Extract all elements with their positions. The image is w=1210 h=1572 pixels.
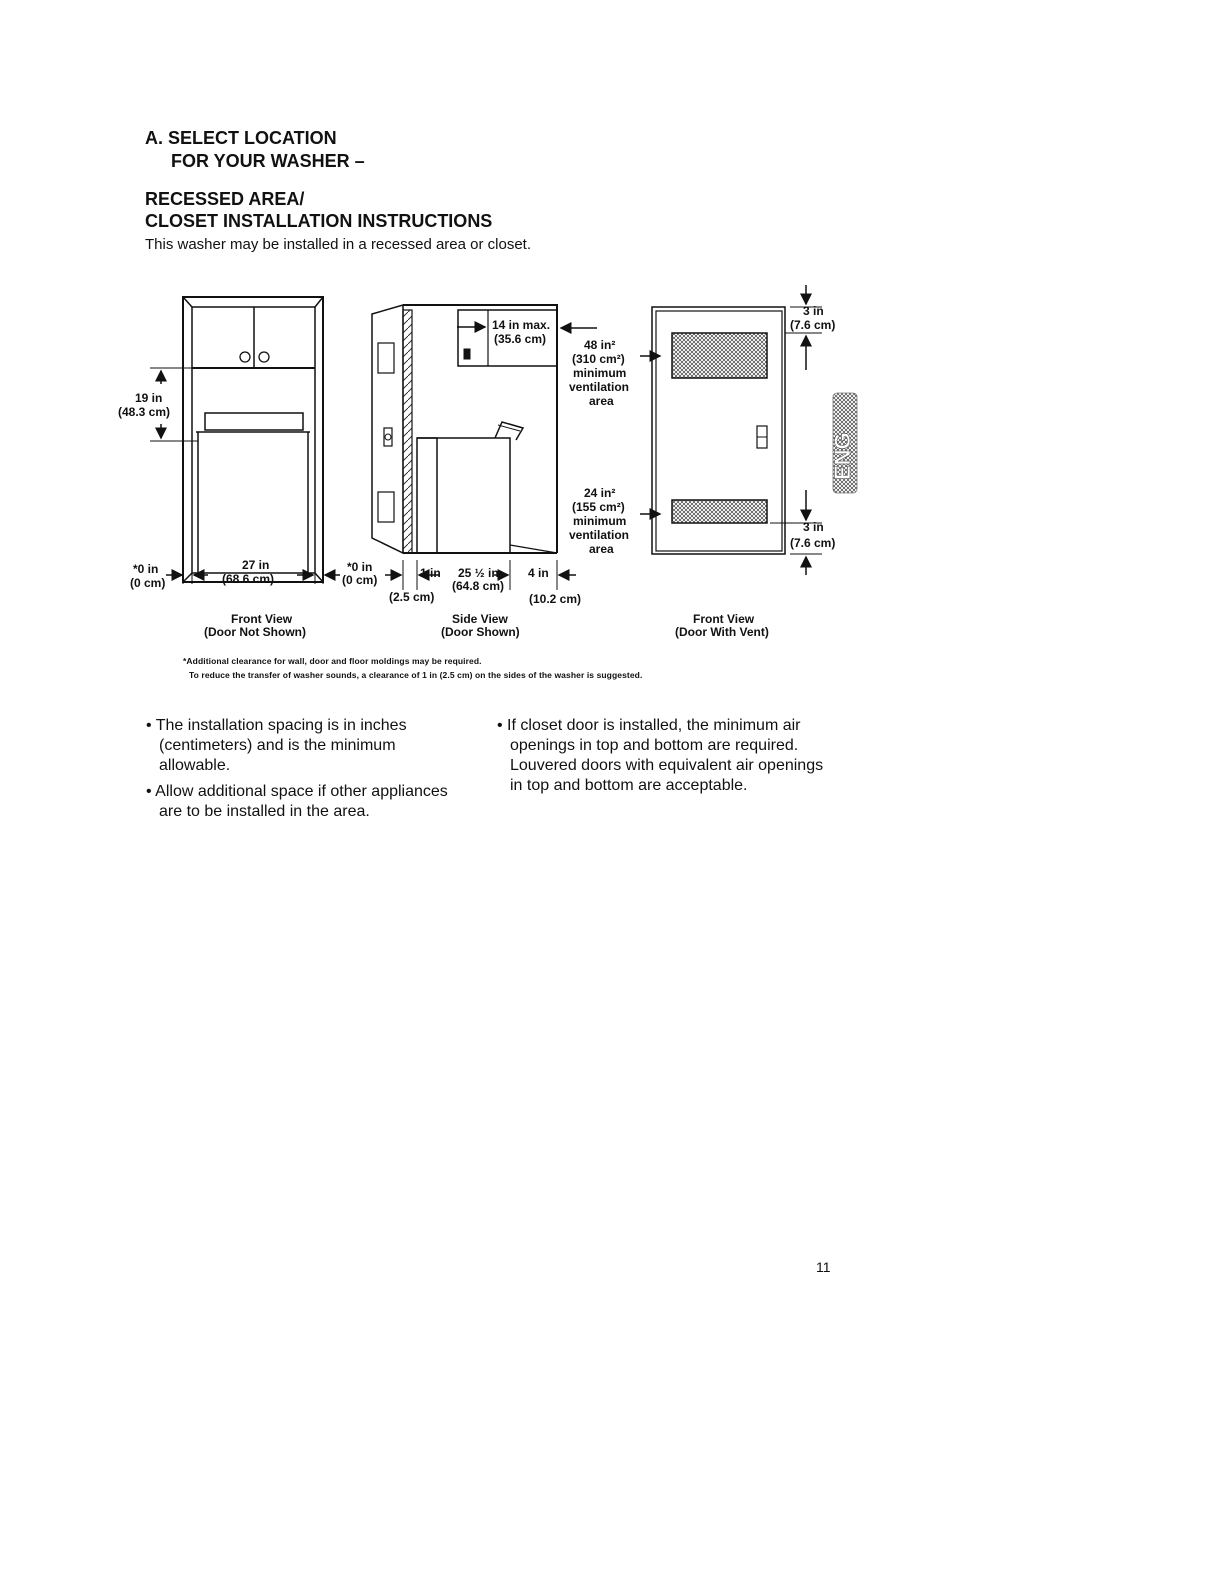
bottom-vent-area-label-2: ventilation (569, 528, 630, 542)
door-top-vent-cm: (7.6 cm) (790, 318, 836, 332)
front-width-cm: (68.6 cm) (222, 572, 275, 586)
top-vent-area-label-3: area (589, 394, 614, 408)
front-view-closet (183, 297, 323, 582)
bullet-item: • If closet door is installed, the minimum air openings in top and bottom are required. Louvered doors with equivalent air openings in top and bottom are acceptable. (497, 717, 824, 794)
bottom-vent-grille (672, 500, 767, 523)
front-clearance-cm: (10.2 cm) (529, 592, 582, 606)
front-width-in: 27 in (242, 558, 270, 572)
bottom-vent-area-in: 24 in² (584, 486, 616, 500)
door-top-vent-in: 3 in (803, 304, 824, 318)
section-heading-a: A. SELECT LOCATION (145, 128, 337, 148)
language-tab (830, 393, 857, 493)
language-tab-label: ENG (830, 432, 855, 480)
bottom-vent-area-label-3: area (589, 542, 614, 556)
top-vent-area-in: 48 in² (584, 338, 616, 352)
front-view-caption: Front View (231, 612, 293, 626)
washer-depth-cm: (64.8 cm) (452, 579, 505, 593)
bottom-vent-area-cm: (155 cm²) (572, 500, 625, 514)
section-heading-closet: CLOSET INSTALLATION INSTRUCTIONS (145, 211, 493, 231)
side-view-caption: Side View (452, 612, 508, 626)
section-heading-recessed: RECESSED AREA/ (145, 189, 305, 209)
rear-clearance-cm: (2.5 cm) (389, 590, 435, 604)
bullet-item: • The installation spacing is in inches (centimeters) and is the minimum allowable. (146, 717, 407, 774)
top-vent-area-label-2: ventilation (569, 380, 630, 394)
front-side-clearance-cm: (0 cm) (130, 576, 166, 590)
top-vent-area-label-1: minimum (573, 366, 627, 380)
installation-diagram (0, 0, 1210, 660)
top-vent-grille (672, 333, 767, 378)
bottom-vent-area-label-1: minimum (573, 514, 627, 528)
door-bottom-vent-in: 3 in (803, 520, 824, 534)
rear-clearance-in: 1 in (420, 566, 441, 580)
shelf-depth-cm: (35.6 cm) (494, 332, 547, 346)
top-vent-area-cm: (310 cm²) (572, 352, 625, 366)
door-view-caption-sub: (Door With Vent) (675, 625, 769, 639)
door-bottom-vent-cm: (7.6 cm) (790, 536, 836, 550)
intro-text: This washer may be installed in a recessed area or closet. (145, 236, 532, 253)
door-view-caption: Front View (693, 612, 755, 626)
washer-depth-in: 25 ½ in (458, 566, 499, 580)
side-view-caption-sub: (Door Shown) (441, 625, 520, 639)
bullet-item: • Allow additional space if other appliances are to be installed in the area. (146, 783, 448, 820)
page-number: 11 (816, 1259, 831, 1275)
front-clearance-in: 4 in (528, 566, 549, 580)
front-height-cm: (48.3 cm) (118, 405, 171, 419)
shelf-depth-in: 14 in max. (492, 318, 551, 332)
side-clearance-cm: (0 cm) (342, 573, 378, 587)
front-side-clearance-in: *0 in (133, 562, 159, 576)
side-clearance-in: *0 in (347, 560, 373, 574)
front-height-in: 19 in (135, 391, 163, 405)
note-sound: To reduce the transfer of washer sounds, a clearance of 1 in (2.5 cm) on the sides of the washer is suggested. (189, 670, 643, 680)
section-heading-a-sub: FOR YOUR WASHER – (171, 151, 365, 171)
bullet-list-right (497, 716, 827, 802)
front-view-door (652, 307, 785, 554)
bullet-list-left (146, 716, 456, 828)
front-view-caption-sub: (Door Not Shown) (204, 625, 306, 639)
note-clearance: *Additional clearance for wall, door and floor moldings may be required. (183, 656, 482, 666)
